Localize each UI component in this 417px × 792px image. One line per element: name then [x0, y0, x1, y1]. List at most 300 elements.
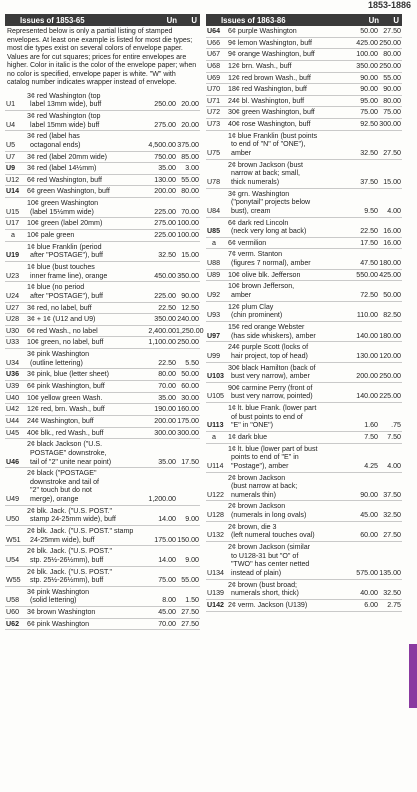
item-description	[228, 271, 344, 280]
unused-price: 175.00	[154, 535, 176, 544]
used-price: 85.00	[181, 152, 199, 161]
description-line: bust), cream	[231, 206, 271, 215]
table-row	[206, 189, 402, 218]
item-description	[228, 250, 344, 267]
description-line: (figures 7 normal), amber	[231, 259, 311, 268]
item-description	[27, 382, 142, 391]
item-description	[228, 50, 344, 59]
description-line: 1¢ blue (bust touches	[27, 262, 95, 271]
description-line: 3¢ pink, blue (letter sheet)	[27, 370, 110, 379]
used-price: 27.50	[181, 619, 199, 628]
description-line: to end of "N" of "ONE"),	[231, 140, 306, 149]
item-description	[27, 588, 142, 605]
unused-price: 750.00	[154, 152, 176, 161]
table-row	[206, 107, 402, 119]
used-price: 20.00	[181, 100, 199, 109]
description-line: label 13mm wide), buff	[30, 100, 102, 109]
description-line: 24¢ bl. Washington, buff	[228, 96, 305, 105]
item-description	[27, 283, 142, 300]
table-row	[5, 314, 200, 326]
item-description	[27, 608, 142, 617]
table-row	[206, 322, 402, 342]
catalog-number: W55	[6, 576, 21, 585]
table-row	[206, 96, 402, 108]
used-price: 12.50	[181, 303, 199, 312]
used-price: 425.00	[379, 270, 401, 279]
table-row	[206, 26, 402, 38]
unused-price: 130.00	[356, 351, 378, 360]
unused-price: 190.00	[154, 405, 176, 414]
unused-price: 225.00	[154, 231, 176, 240]
unused-price: 50.00	[360, 27, 378, 35]
description-line: 2¢ brown Jackson	[228, 473, 286, 482]
description-line: (chin prominent)	[231, 311, 283, 320]
unused-price: 110.00	[356, 311, 378, 320]
description-line: 10¢ brown Jefferson,	[228, 282, 295, 291]
used-price: 3.00	[185, 164, 199, 173]
table-row	[5, 428, 200, 440]
description-line: bust very narrow), amber	[231, 372, 310, 381]
table-row	[206, 281, 402, 301]
description-line: 6¢ purple Washington	[228, 27, 297, 35]
description-line: 6¢ pink Washington, buff	[27, 382, 105, 391]
description-line: 2¢ brown Jackson	[228, 502, 286, 511]
description-line: (has side whiskers), amber	[231, 331, 316, 340]
catalog-number: U99	[207, 351, 221, 360]
catalog-number: a	[212, 432, 216, 441]
description-line: 10¢ pale green	[27, 231, 75, 240]
catalog-number: U46	[6, 457, 20, 466]
unused-price: 4,500.00	[148, 140, 176, 149]
used-price: 55.00	[181, 175, 199, 184]
catalog-number: U50	[6, 515, 20, 524]
table-row	[5, 337, 200, 349]
item-description	[27, 370, 142, 379]
description-line: 3¢ pink Washington	[27, 587, 90, 596]
description-line: 10¢ green (label 20mm)	[27, 219, 103, 228]
description-line: 30¢ green Washington, buff	[228, 108, 315, 117]
table-row	[5, 282, 200, 302]
catalog-number: a	[11, 231, 15, 240]
description-line: 1¢ blue Franklin (bust points	[228, 131, 318, 140]
used-price: 250.00	[379, 61, 401, 70]
table-row	[206, 432, 402, 444]
used-price: 32.50	[383, 589, 401, 598]
description-line: "TWO" has center netted	[231, 560, 310, 569]
catalog-number: U24	[6, 291, 20, 300]
table-row	[5, 91, 200, 111]
unused-price: 14.00	[158, 555, 176, 564]
item-description	[27, 112, 142, 129]
table-row	[5, 349, 200, 369]
description-line: numerals short, thick)	[231, 589, 299, 598]
used-price: 37.50	[383, 490, 401, 499]
used-price: 50.00	[181, 370, 199, 379]
used-price: 4.00	[387, 461, 401, 470]
table-row	[5, 242, 200, 262]
item-description	[228, 62, 344, 71]
unused-price: 225.00	[154, 291, 176, 300]
used-price: 32.50	[383, 511, 401, 520]
description-line: 40¢ blk., red Wash., buff	[27, 428, 104, 437]
unused-price: 200.00	[154, 187, 176, 196]
page-edge-tab	[409, 644, 417, 708]
item-description	[228, 39, 344, 48]
used-price: 15.00	[383, 177, 401, 186]
catalog-number: U72	[207, 108, 221, 117]
catalog-number: U42	[6, 405, 20, 414]
table-row	[5, 198, 200, 218]
right-header-u: U	[393, 15, 399, 25]
unused-price: 140.00	[356, 392, 378, 401]
table-row	[206, 270, 402, 282]
used-price: 90.00	[383, 85, 401, 94]
catalog-number: U85	[207, 227, 221, 236]
unused-price: 14.00	[158, 515, 176, 524]
used-price: 70.00	[181, 207, 199, 216]
used-price: 9.00	[185, 555, 199, 564]
unused-price: 550.00	[356, 270, 378, 279]
unused-price: 1.60	[364, 421, 378, 430]
used-price: 1,250.00	[176, 326, 204, 335]
description-line: 1¢ lt. blue Frank. (lower part	[228, 404, 317, 413]
description-line: 1¢ blue Franklin (period	[27, 242, 102, 251]
catalog-number: U7	[6, 152, 16, 161]
description-line: 18¢ red Washington, buff	[228, 85, 307, 94]
used-price: 100.00	[177, 219, 199, 228]
catalog-number: U64	[207, 27, 221, 35]
description-line: 2¢ black ("POSTAGE"	[27, 469, 97, 478]
unused-price: 35.00	[158, 393, 176, 402]
description-line: hair project, top of head)	[231, 351, 308, 360]
item-description	[228, 74, 344, 83]
item-description	[228, 161, 344, 187]
catalog-number: U23	[6, 271, 20, 280]
catalog-number: W51	[6, 535, 21, 544]
description-line: 10¢ yellow green Wash.	[27, 393, 103, 402]
description-line: 2¢ blk. Jack. ("U.S. POST."	[27, 547, 113, 556]
catalog-number: U19	[6, 251, 20, 260]
item-description	[27, 429, 142, 438]
description-line: 1¢ lt. blue (lower part of bust	[228, 444, 318, 453]
description-line: after "POSTAGE"), buff	[30, 251, 103, 260]
item-description	[228, 502, 344, 519]
item-description	[228, 543, 344, 578]
table-row	[206, 383, 402, 403]
table-row	[5, 439, 200, 468]
item-description	[27, 547, 142, 564]
description-line: 3¢ red, no label, buff	[27, 303, 92, 312]
catalog-number: U71	[207, 96, 221, 105]
item-description	[27, 263, 142, 280]
catalog-number: U9	[6, 164, 16, 173]
used-price: 100.00	[177, 231, 199, 240]
description-line: "E" in "ONE")	[231, 421, 274, 430]
used-price: 27.50	[383, 531, 401, 540]
right-column	[206, 14, 402, 612]
used-price: 4.00	[387, 206, 401, 215]
catalog-number: U142	[207, 600, 224, 609]
item-description	[27, 469, 142, 504]
table-row	[206, 302, 402, 322]
unused-price: 225.00	[154, 207, 176, 216]
left-header-u: U	[191, 15, 197, 25]
table-row	[5, 468, 200, 506]
unused-price: 75.00	[360, 108, 378, 117]
unused-price: 1,100.00	[148, 338, 176, 347]
unused-price: 45.00	[158, 608, 176, 617]
description-line: 3¢ red (label 14½mm)	[27, 164, 97, 173]
unused-price: 75.00	[158, 576, 176, 585]
item-description	[27, 219, 142, 228]
catalog-number: a	[212, 238, 216, 247]
table-row	[206, 363, 402, 383]
catalog-number: U128	[207, 511, 224, 520]
used-price: 150.00	[177, 535, 199, 544]
table-row	[5, 186, 200, 198]
catalog-number: U44	[6, 416, 20, 425]
unused-price: 22.50	[158, 303, 176, 312]
catalog-number: U15	[6, 207, 20, 216]
table-row	[5, 175, 200, 187]
description-line: 24¢ purple Scott (locks of	[228, 343, 309, 352]
unused-price: 275.00	[154, 219, 176, 228]
used-price: 60.00	[181, 382, 199, 391]
description-line: 6¢ red Washington, buff	[27, 175, 102, 184]
item-description	[228, 445, 344, 471]
unused-price: 200.00	[356, 372, 378, 381]
description-line: 30¢ black Hamilton (back of	[228, 363, 316, 372]
description-line: 1¢ dark blue	[228, 432, 268, 441]
used-price: 20.00	[181, 120, 199, 129]
item-description	[228, 523, 344, 540]
unused-price: 8.00	[162, 596, 176, 605]
item-description	[27, 394, 142, 403]
table-row	[206, 238, 402, 250]
item-description	[27, 507, 142, 524]
used-price: 55.00	[181, 576, 199, 585]
description-line: 10¢ olive blk. Jefferson	[228, 270, 301, 279]
item-description	[27, 243, 142, 260]
catalog-number: U34	[6, 358, 20, 367]
description-line: (outline lettering)	[30, 358, 83, 367]
description-line: 6¢ green Washington, buff	[27, 187, 110, 196]
used-price: 50.00	[383, 291, 401, 300]
used-price: 120.00	[379, 351, 401, 360]
table-row	[5, 607, 200, 619]
used-price: 15.00	[181, 251, 199, 260]
unused-price: 90.00	[360, 73, 378, 82]
unused-price: 32.50	[360, 149, 378, 158]
catalog-number: U103	[207, 372, 224, 381]
item-description	[228, 97, 344, 106]
table-row	[5, 230, 200, 242]
item-description	[228, 108, 344, 117]
table-row	[206, 49, 402, 61]
table-row	[5, 404, 200, 416]
table-row	[5, 526, 200, 546]
description-line: 7¢ verm. Stanton	[228, 250, 283, 259]
unused-price: 250.00	[154, 100, 176, 109]
used-price: 225.00	[379, 392, 401, 401]
table-row	[206, 600, 402, 612]
description-line: 3¢ red Washington (top	[27, 91, 101, 100]
unused-price: 35.00	[158, 164, 176, 173]
catalog-number: U139	[207, 589, 224, 598]
description-line: (neck very long at back)	[231, 227, 307, 236]
table-row	[5, 619, 200, 631]
description-line: narrow at back; small,	[231, 169, 300, 178]
description-line: stp. 25½-26½mm), buff	[30, 576, 104, 585]
catalog-number: U58	[6, 596, 20, 605]
description-line: 2¢ blk. Jack. ("U.S. POST." stamp	[27, 526, 134, 535]
used-price: 1.50	[185, 596, 199, 605]
description-line: 24-25mm wide), buff	[30, 535, 95, 544]
unused-price: 1,200.00	[148, 495, 176, 504]
catalog-number: U105	[207, 392, 224, 401]
description-line: 3¢ grn. Washington	[228, 189, 290, 198]
unused-price: 37.50	[360, 177, 378, 186]
item-description	[27, 132, 142, 149]
catalog-number: U27	[6, 303, 20, 312]
used-price: 27.50	[383, 27, 401, 35]
item-description	[228, 364, 344, 381]
description-line: inner frame line), orange	[30, 271, 108, 280]
right-header-title: Issues of 1863-86	[221, 15, 286, 25]
used-price: 30.00	[181, 393, 199, 402]
used-price: 80.00	[383, 96, 401, 105]
item-description	[228, 282, 344, 299]
description-line: 3¢ red (label has	[27, 132, 80, 141]
catalog-number: U5	[6, 140, 16, 149]
description-line: 12¢ plum Clay	[228, 302, 274, 311]
table-row	[206, 218, 402, 238]
unused-price: 7.50	[364, 432, 378, 441]
item-description	[228, 219, 344, 236]
catalog-number: U70	[207, 85, 221, 94]
table-row	[206, 131, 402, 160]
used-price: 300.00	[379, 120, 401, 129]
left-table-header	[5, 14, 200, 26]
page-header: 1853-1886	[367, 0, 411, 10]
description-line: 6¢ vermilion	[228, 238, 267, 247]
catalog-number: U89	[207, 270, 221, 279]
description-line: 15¢ red orange Webster	[228, 322, 305, 331]
unused-price: 350.00	[356, 61, 378, 70]
used-price: 180.00	[379, 331, 401, 340]
unused-price: 22.50	[158, 358, 176, 367]
unused-price: 130.00	[154, 175, 176, 184]
item-description	[27, 187, 142, 196]
table-row	[206, 473, 402, 502]
description-line: 12¢ red, brn. Wash., buff	[27, 405, 105, 414]
item-description	[27, 327, 142, 336]
table-row	[5, 567, 200, 587]
description-line: instead of plain)	[231, 568, 282, 577]
unused-price: 22.50	[360, 227, 378, 236]
used-price: 27.50	[383, 149, 401, 158]
unused-price: 80.00	[158, 370, 176, 379]
used-price: 17.50	[181, 457, 199, 466]
description-line: 6¢ dark red Lincoln	[228, 218, 289, 227]
unused-price: 72.50	[360, 291, 378, 300]
catalog-number: U49	[6, 495, 20, 504]
item-description	[27, 417, 142, 426]
description-line: points to end of "E" in	[231, 453, 299, 462]
left-catalog-list	[5, 91, 204, 631]
left-header-title: Issues of 1853-65	[20, 15, 85, 25]
catalog-number: U88	[207, 259, 221, 268]
table-row	[206, 119, 402, 131]
table-row	[5, 369, 200, 381]
catalog-number: U69	[207, 73, 221, 82]
unused-price: 300.00	[154, 428, 176, 437]
description-line: 2¢ brown Jackson (bust	[228, 160, 303, 169]
description-line: merge), orange	[30, 495, 79, 504]
item-description	[27, 527, 142, 544]
catalog-number: U60	[6, 608, 20, 617]
used-price: 80.00	[383, 50, 401, 59]
description-line: 9¢ orange Washington, buff	[228, 50, 315, 59]
unused-price: 47.50	[360, 259, 378, 268]
description-line: 12¢ red brown Wash., buff	[228, 73, 311, 82]
description-line: "Postage"), amber	[231, 461, 289, 470]
description-line: after "POSTAGE"), buff	[30, 291, 103, 300]
used-price: 250.00	[379, 38, 401, 47]
used-price: 375.00	[177, 140, 199, 149]
unused-price: 45.00	[360, 511, 378, 520]
table-row	[206, 342, 402, 362]
catalog-number: U84	[207, 206, 221, 215]
catalog-number: U93	[207, 311, 221, 320]
used-price: 7.50	[387, 432, 401, 441]
unused-price: 40.00	[360, 589, 378, 598]
description-line: 3¢ + 1¢ (U12 and U9)	[27, 315, 96, 324]
catalog-number: U1	[6, 100, 16, 109]
catalog-number: U92	[207, 291, 221, 300]
item-description	[27, 164, 142, 173]
description-line: 2¢ brown, die 3	[228, 522, 277, 531]
unused-price: 60.00	[360, 531, 378, 540]
description-line: (solid lettering)	[30, 596, 77, 605]
catalog-number: U134	[207, 568, 224, 577]
unused-price: 275.00	[154, 120, 176, 129]
catalog-number: U54	[6, 555, 20, 564]
description-line: octagonal ends)	[30, 140, 81, 149]
used-price: 90.00	[181, 291, 199, 300]
catalog-number: U75	[207, 149, 221, 158]
description-line: (numerals in long ovals)	[231, 511, 307, 520]
table-row	[5, 152, 200, 164]
catalog-number: U39	[6, 382, 20, 391]
description-line: 1¢ blue (no period	[27, 283, 85, 292]
catalog-number: U67	[207, 50, 221, 59]
item-description	[27, 568, 142, 585]
description-line: label 15mm wide) buff	[30, 120, 100, 129]
description-line: thick numerals)	[231, 177, 280, 186]
catalog-number: U36	[6, 370, 20, 379]
description-line: 40¢ rose Washington, buff	[228, 120, 311, 129]
catalog-number: U4	[6, 120, 16, 129]
catalog-number: U114	[207, 461, 224, 470]
table-row	[5, 131, 200, 151]
item-description	[228, 27, 344, 36]
item-description	[228, 303, 344, 320]
catalog-number: U122	[207, 490, 224, 499]
description-line: of bust points to end of	[231, 412, 303, 421]
table-row	[5, 303, 200, 315]
catalog-number: U12	[6, 175, 20, 184]
